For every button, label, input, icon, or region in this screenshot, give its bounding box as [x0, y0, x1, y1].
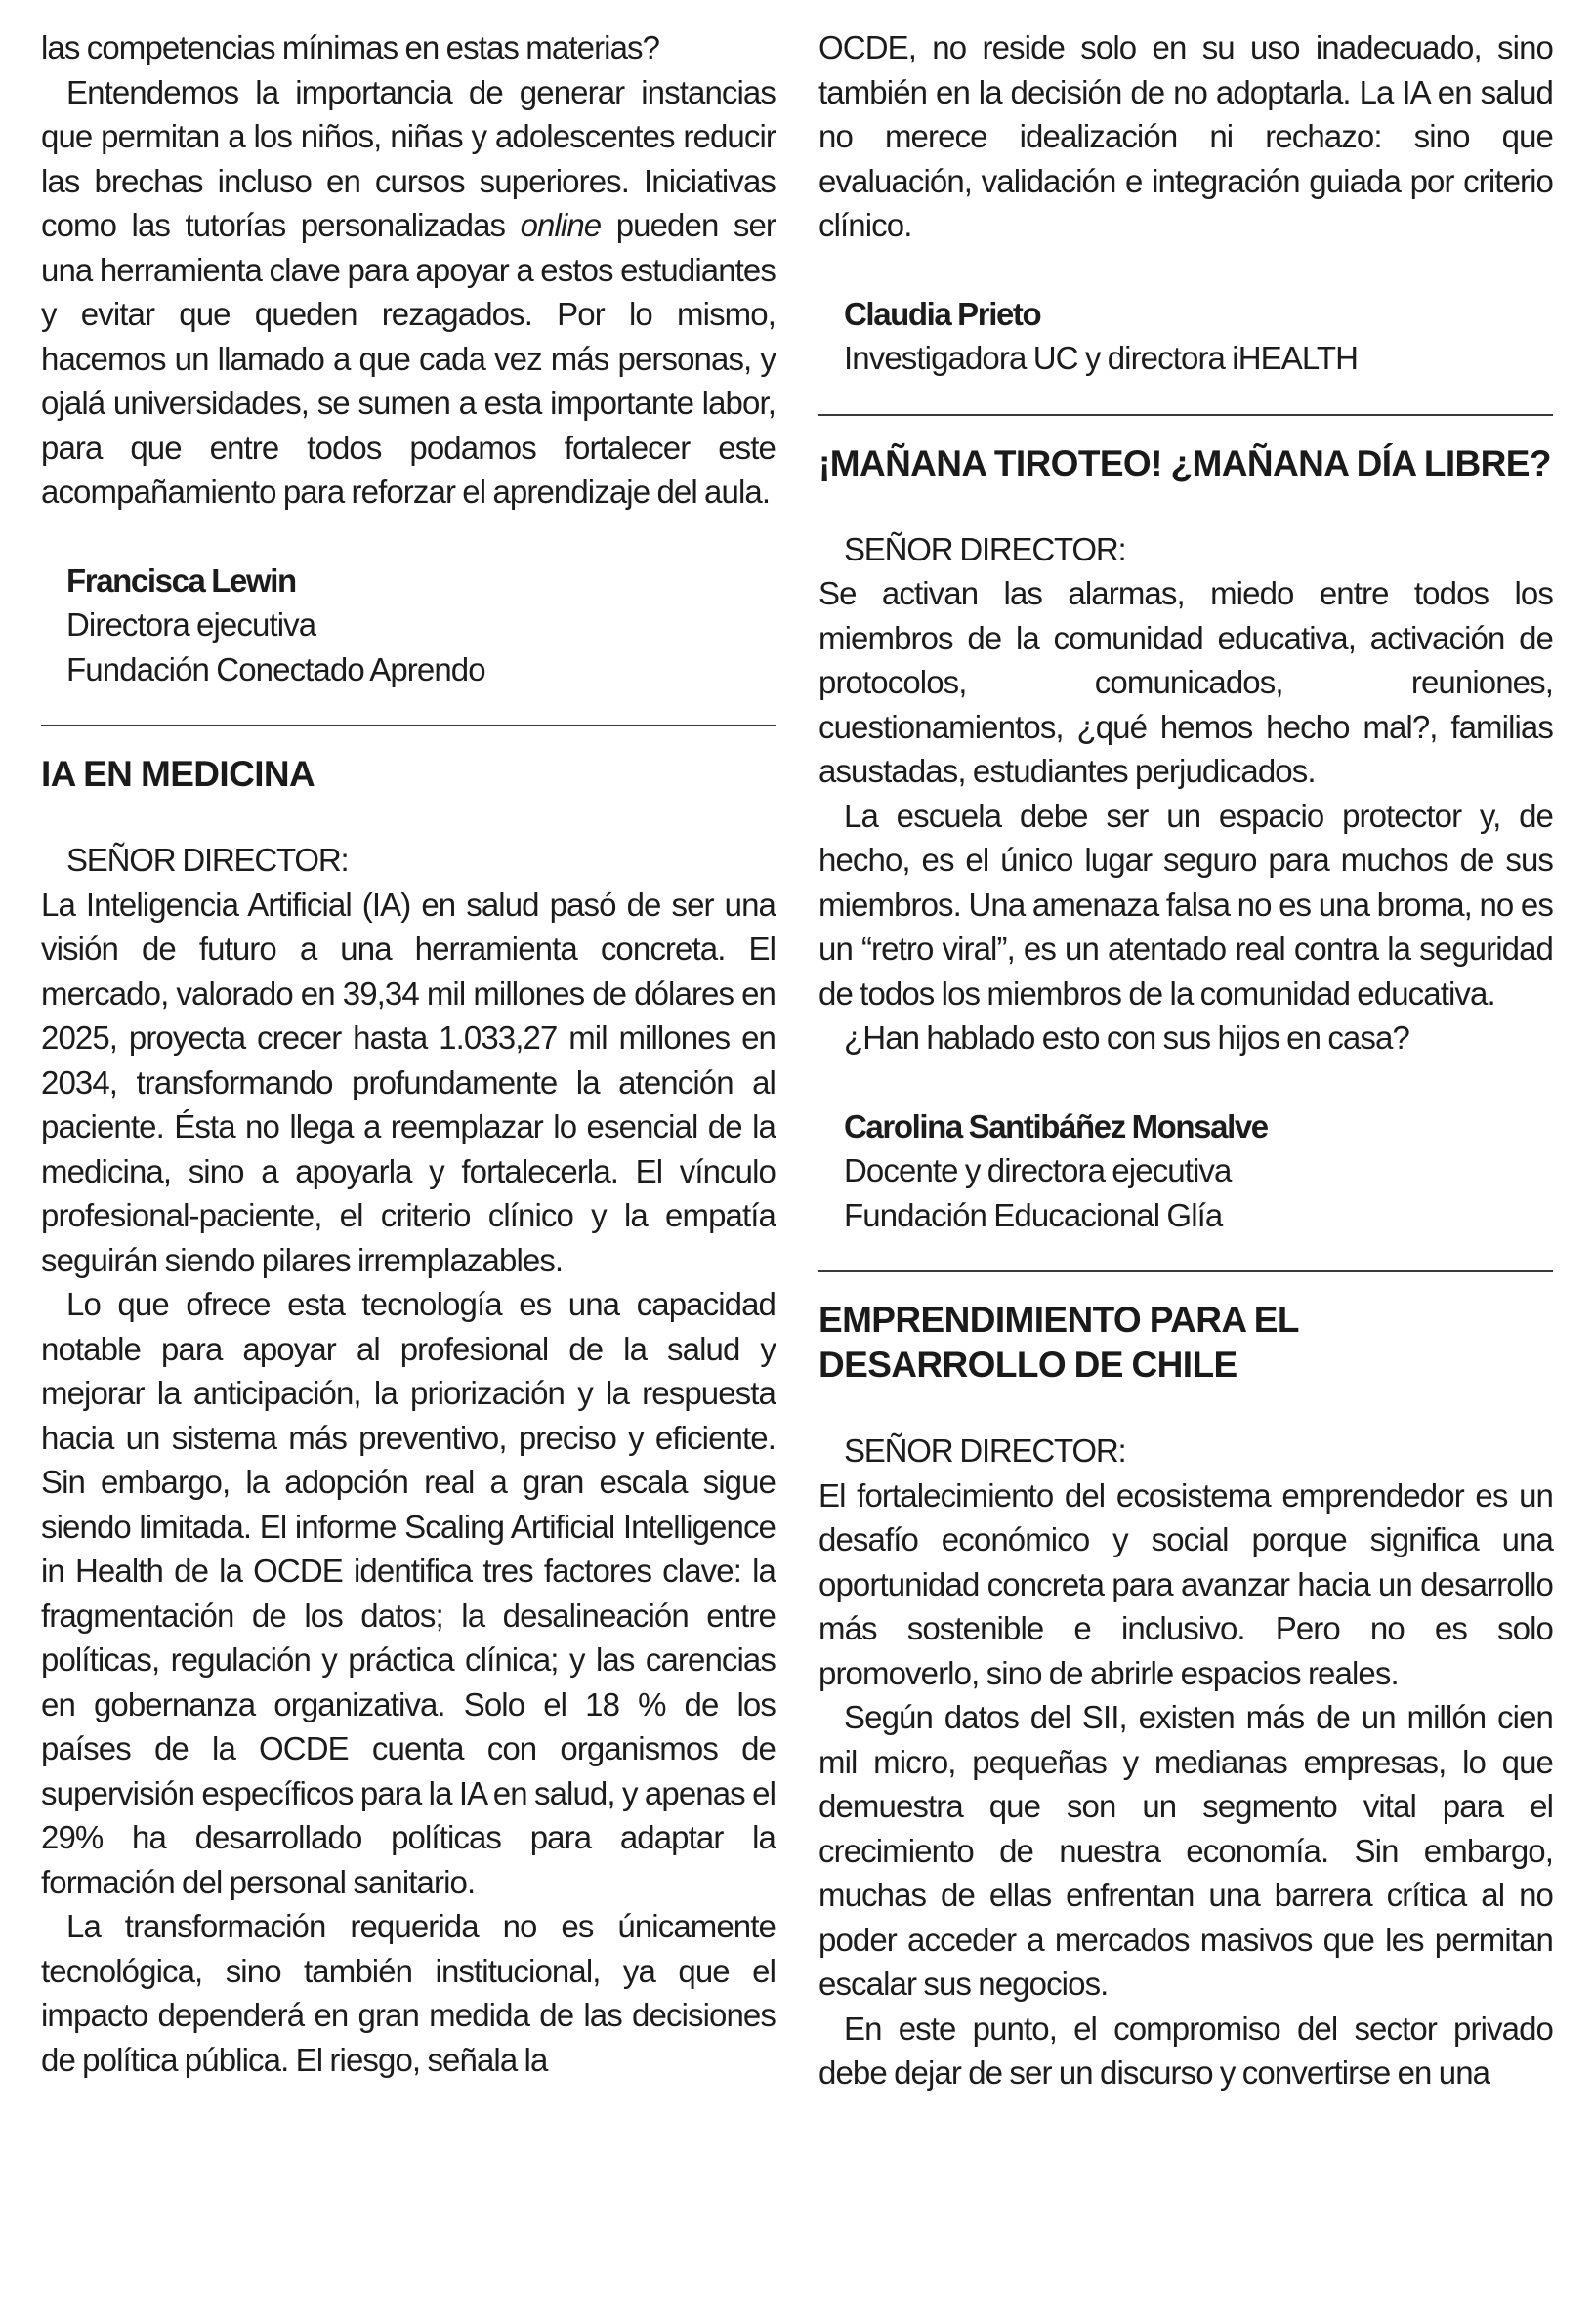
section-divider [818, 1270, 1553, 1272]
spacer [41, 515, 776, 559]
letter-paragraph: ¿Han hablado esto con sus hijos en casa? [844, 1019, 1409, 1056]
letter-paragraph: En este punto, el compromiso del sector privado debe dejar de ser un discurso y convertirse en una [818, 2010, 1553, 2091]
letter-salutation: SEÑOR DIRECTOR: [66, 842, 349, 878]
signature-block [818, 292, 1553, 381]
signature-block [41, 559, 776, 692]
letter-paragraph: El fortalecimiento del ecosistema emprendedor es un desafío económico y social porque significa una oportunidad concreta para avanzar hacia un desarrollo más sostenible e inclusivo. Pero no es solo promoverlo, sino de abrirle espacios reales. [818, 1476, 1553, 1691]
intro-paragraph-text-a: Entendemos la importancia de generar instancias que permitan a los niños, niñas y adolescentes reducir las brechas incluso en cursos superiores. Iniciativas como las tutorías personalizadas [41, 73, 776, 243]
intro-paragraph-text-b: pueden ser una herramienta clave para apoyar a estos estudiantes y evitar que queden rezagados. Por lo mismo, hacemos un llamado a que cada vez más personas, y ojalá universidades, se sumen a esta importante labor, para que entre todos podamos fortalecer este acompañamiento para reforzar el aprendizaje del aula. [41, 207, 776, 510]
intro-paragraph-emphasis: online [520, 207, 602, 243]
signature-organization: Fundación Educacional Glía [844, 1196, 1223, 1233]
intro-continuation: las competencias mínimas en estas materias? [41, 29, 660, 65]
letter-headline: ¡MAÑANA TIROTEO! ¿MAÑANA DÍA LIBRE? [818, 442, 1551, 483]
letter-headline: IA EN MEDICINA [41, 754, 315, 794]
letter-paragraph: La Inteligencia Artificial (IA) en salud pasó de ser una visión de futuro a una herramienta concreta. El mercado, valorado en 39,34 mil millones de dólares en 2025, proyecta crecer hasta 1.033,27 mil millones en 2034, transformando profundamente la atención al paciente. Ésta no llega a reemplazar lo esencial de la medicina, sino a apoyarla y fortalecerla. El vínculo profesional-paciente, el criterio clínico y la empatía seguirán siendo pilares irremplazables. [41, 886, 776, 1278]
letter-continuation: OCDE, no reside solo en su uso inadecuado, sino también en la decisión de no adoptarla. La IA en salud no merece idealización ni rechazo: sino que evaluación, validación e integración guiada por criterio clínico. [818, 29, 1553, 243]
letter-paragraph: La transformación requerida no es únicamente tecnológica, sino también institucional, ya que el impacto dependerá en gran medida de las decisiones de política pública. El riesgo, señala la [41, 1908, 776, 2078]
spacer [818, 1060, 1553, 1104]
signature-title: Docente y directora ejecutiva [844, 1152, 1232, 1188]
intro-paragraph [41, 70, 776, 515]
section-divider [41, 725, 776, 726]
letter-paragraph: Según datos del SII, existen más de un millón cien mil micro, pequeñas y medianas empresas, lo que demuestra que son un segmento vital para el crecimiento de nuestra economía. Sin embargo, muchas de ellas enfrentan una barrera crítica al no poder acceder a mercados masivos que les permitan escalar sus negocios. [818, 1699, 1553, 2002]
letter-emprendimiento [818, 1298, 1553, 2096]
letter-paragraph: La escuela debe ser un espacio protector y, de hecho, es el único lugar seguro para muchos de sus miembros. Una amenaza falsa no es una broma, no es un “retro viral”, es un atentado real contra la seguridad de todos los miembros de la comunidad educativa. [818, 797, 1553, 1012]
letter-salutation: SEÑOR DIRECTOR: [844, 1432, 1126, 1469]
letter-headline: EMPRENDIMIENTO PARA EL DESARROLLO DE CHILE [818, 1300, 1299, 1385]
letter-ia-medicina [41, 752, 776, 2082]
signature-name: Claudia Prieto [844, 295, 1041, 332]
left-column [41, 25, 776, 2082]
signature-title: Directora ejecutiva [66, 606, 316, 643]
letter-salutation: SEÑOR DIRECTOR: [844, 530, 1126, 567]
letter-paragraph: Lo que ofrece esta tecnología es una capacidad notable para apoyar al profesional de la salud y mejorar la anticipación, la priorización y la respuesta hacia un sistema más preventivo, preciso y eficiente. Sin embargo, la adopción real a gran escala sigue siendo limitada. El informe Scaling Artificial Intelligence in Health de la OCDE identifica tres factores clave: la fragmentación de los datos; la desalineación entre políticas, regulación y práctica clínica; y las carencias en gobernanza organizativa. Solo el 18 % de los países de la OCDE cuenta con organismos de supervisión específicos para la IA en salud, y apenas el 29% ha desarrollado políticas para adaptar la formación del personal sanitario. [41, 1286, 776, 1900]
spacer [818, 248, 1553, 292]
signature-block [818, 1104, 1553, 1238]
signature-organization: Fundación Conectado Aprendo [66, 650, 485, 687]
right-column [818, 25, 1553, 2096]
section-divider [818, 414, 1553, 416]
signature-name: Francisca Lewin [66, 561, 296, 599]
letter-paragraph: Se activan las alarmas, miedo entre todos los miembros de la comunidad educativa, activación de protocolos, comunicados, reuniones, cuestionamientos, ¿qué hemos hecho mal?, familias asustadas, estudiantes perjudicados. [818, 575, 1553, 789]
signature-name: Carolina Santibáñez Monsalve [844, 1107, 1268, 1144]
signature-title: Investigadora UC y directora iHEALTH [844, 340, 1359, 376]
letter-manana-tiroteo [818, 441, 1553, 1238]
